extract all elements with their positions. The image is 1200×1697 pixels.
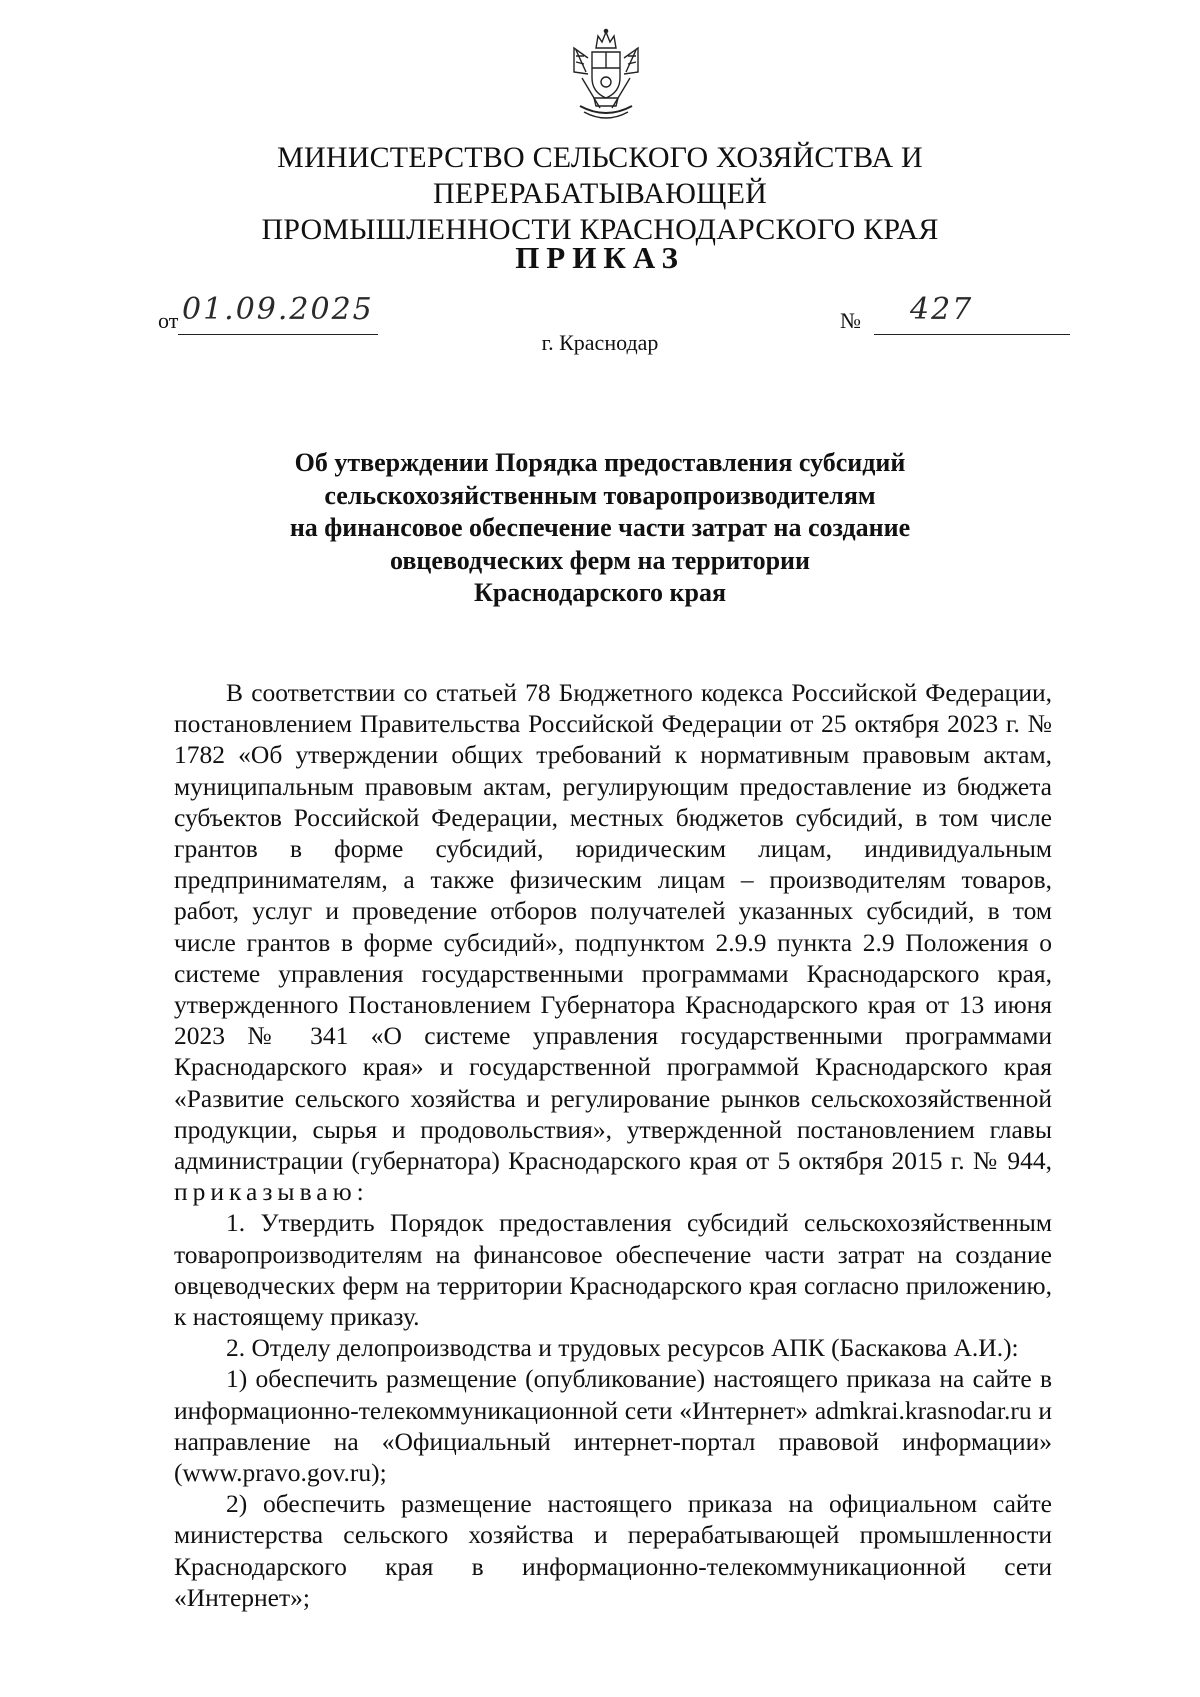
number-underline	[874, 334, 1070, 335]
city: г. Краснодар	[541, 330, 659, 355]
order-subject	[240, 447, 960, 610]
item-2: 2. Отделу делопроизводства и трудовых ресурсов АПК (Баскакова А.И.):	[226, 1333, 1019, 1363]
date-prefix: от	[158, 308, 179, 333]
krasnodar-coat-of-arms-icon	[570, 28, 642, 126]
subject-line-5: Краснодарского края	[473, 578, 727, 607]
intro-paragraph	[174, 677, 1052, 1207]
subject-line-1: Об утверждении Порядка предоставления субсидий	[294, 448, 906, 477]
order-body	[174, 677, 1052, 1613]
date-underline	[178, 334, 378, 335]
order-title: ПРИКАЗ	[515, 240, 685, 275]
ministry-name	[120, 140, 1080, 248]
ministry-line-2: ПРОМЫШЛЕННОСТИ КРАСНОДАРСКОГО КРАЯ	[261, 213, 939, 246]
item-2-1: 1) обеспечить размещение (опубликование) настоящего приказа на сайте в информационно-телекоммуникационной сети «Интернет» admkrai.krasnodar.ru и направление на «Официальный интернет-портал правовой информации» (www.pravo.gov.ru);	[174, 1364, 1052, 1488]
subject-line-2: сельскохозяйственным товаропроизводителям	[324, 480, 876, 510]
number-prefix: №	[840, 308, 861, 333]
item-2-2: 2) обеспечить размещение настоящего приказа на официальном сайте министерства сельского хозяйства и перерабатывающей промышленности Краснодарского края в информационно-телекоммуникационной сети «Интернет»;	[174, 1489, 1052, 1612]
handwritten-number: 427	[910, 292, 974, 327]
ministry-line-1: МИНИСТЕРСТВО СЕЛЬСКОГО ХОЗЯЙСТВА И ПЕРЕРАБАТЫВАЮЩЕЙ	[277, 141, 923, 210]
item-1: 1. Утвердить Порядок предоставления субсидий сельскохозяйственным товаропроизводителям на финансовое обеспечение части затрат на создание овцеводческих ферм на территории Краснодарского края согласно приложению, к настоящему приказу.	[174, 1208, 1052, 1332]
subject-line-3: на финансовое обеспечение части затрат на создание	[289, 513, 911, 542]
subject-line-4: овцеводческих ферм на территории	[389, 545, 811, 575]
order-word: приказываю:	[174, 1177, 369, 1207]
order-date	[158, 292, 398, 338]
order-number	[840, 292, 1080, 338]
intro-text: В соответствии со статьей 78 Бюджетного кодекса Российской Федерации, постановлением Правительства Российской Федерации от 25 октября 2023 г. № 1782 «Об утверждении общих требований к нормативным правовым актам, муниципальным правовым актам, регулирующим предоставление из бюджета субъектов Российской Федерации, местных бюджетов субсидий, в том числе грантов в форме субсидий, юридическим лицам, индивидуальным предпринимателям, а также физическим лицам – производителям товаров, работ, услуг и проведение отборов получателей указанных субсидий, в том числе грантов в форме субсидий», подпунктом 2.9.9 пункта 2.9 Положения о системе управления государственными программами Краснодарского края, утвержденного Постановлением Губернатора Краснодарского края от 13 июня 2023 № 341 «О системе управления государственными программами Краснодарского края» и государственной программой Краснодарского края «Развитие сельского хозяйства и регулирование рынков сельскохозяйственной продукции, сырья и продовольствия», утвержденной постановлением главы администрации (губернатора) Краснодарского края от 5 октября 2015 г. № 944,	[174, 678, 1052, 1176]
handwritten-date: 01.09.2025	[182, 292, 374, 327]
